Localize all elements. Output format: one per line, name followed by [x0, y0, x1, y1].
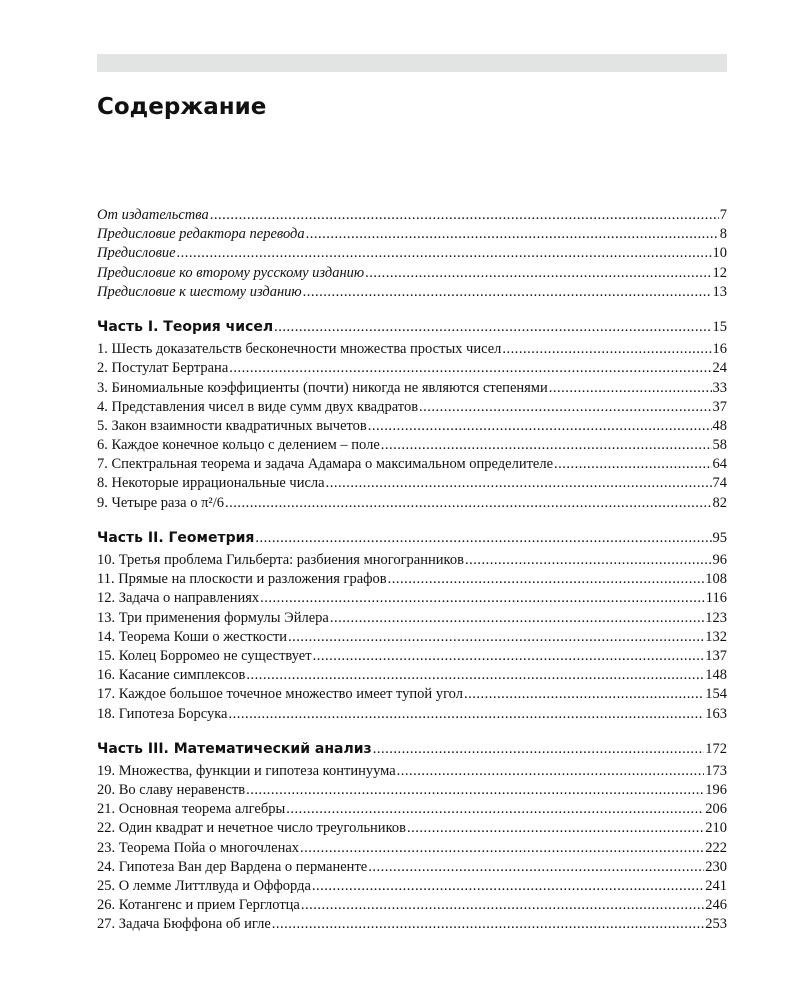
chapter-entry[interactable] — [97, 896, 727, 915]
toc-entry-title: 14. Теорема Коши о жесткости — [97, 628, 288, 645]
toc-page-number: 163 — [705, 705, 727, 722]
toc-entry-title: 11. Прямые на плоскости и разложения графов — [97, 571, 387, 588]
toc-page-number: 132 — [705, 628, 727, 645]
toc-entry-title: 8. Некоторые иррациональные числа — [97, 475, 325, 492]
toc-page-number: 210 — [705, 820, 727, 837]
chapter-entry[interactable] — [97, 685, 727, 704]
chapter-entry[interactable] — [97, 551, 727, 570]
toc-page-number: 16 — [712, 341, 727, 358]
toc-page-number: 15 — [712, 318, 727, 335]
chapter-entry[interactable] — [97, 398, 727, 417]
toc-page-number: 206 — [705, 801, 727, 818]
toc-page-number: 74 — [712, 475, 727, 492]
dot-leader — [246, 666, 704, 685]
toc-entry-title: 6. Каждое конечное кольцо с делением – поле — [97, 437, 380, 454]
dot-leader — [312, 877, 704, 896]
toc-entry-title: 7. Спектральная теорема и задача Адамара о максимальном определителе — [97, 456, 554, 473]
dot-leader — [419, 398, 711, 417]
chapter-entry[interactable] — [97, 474, 727, 493]
front-matter-entry[interactable] — [97, 225, 727, 244]
chapter-entry[interactable] — [97, 455, 727, 474]
toc-page-number: 64 — [712, 456, 727, 473]
toc-page-number: 48 — [712, 417, 727, 434]
toc-page-number: 33 — [712, 379, 727, 396]
toc-entry-title: Часть III. Математический анализ — [97, 740, 372, 757]
toc-page-number: 253 — [705, 916, 727, 933]
dot-leader — [368, 858, 704, 877]
dot-leader — [373, 740, 705, 759]
chapter-entry[interactable] — [97, 340, 727, 359]
dot-leader — [210, 206, 719, 225]
toc-entry-title: 3. Биномиальные коэффициенты (почти) никогда не являются степенями — [97, 379, 548, 396]
toc-entry-title: 26. Котангенс и прием Герглотца — [97, 897, 300, 914]
front-matter-entry[interactable] — [97, 244, 727, 263]
chapter-entry[interactable] — [97, 705, 727, 724]
table-of-contents — [97, 206, 727, 951]
toc-page-number: 241 — [705, 878, 727, 894]
dot-leader — [407, 819, 704, 838]
chapter-entry[interactable] — [97, 858, 727, 877]
dot-leader — [549, 379, 712, 398]
toc-entry-title: Предисловие ко второму русскому изданию — [97, 264, 365, 281]
toc-entry-title: 4. Представления чисел в виде сумм двух квадратов — [97, 398, 419, 415]
chapter-entry[interactable] — [97, 628, 727, 647]
toc-entry-title: 27. Задача Бюффона об игле — [97, 916, 271, 933]
toc-page-number: 24 — [712, 360, 727, 377]
toc-page-number: 154 — [705, 686, 727, 703]
toc-page-number: 58 — [712, 437, 727, 454]
chapter-entry[interactable] — [97, 839, 727, 858]
toc-entry-title: 21. Основная теорема алгебры — [97, 801, 286, 818]
page-title: Содержание — [97, 94, 267, 120]
dot-leader — [381, 436, 712, 455]
toc-entry-title: Часть I. Теория чисел — [97, 318, 274, 335]
dot-leader — [464, 685, 704, 704]
dot-leader — [301, 896, 704, 915]
front-matter-entry[interactable] — [97, 283, 727, 302]
chapter-entry[interactable] — [97, 609, 727, 628]
dot-leader — [255, 529, 711, 548]
dot-leader — [229, 359, 711, 378]
chapter-entry[interactable] — [97, 800, 727, 819]
dot-leader — [465, 551, 712, 570]
dot-leader — [274, 318, 711, 337]
toc-entry-title: 25. О лемме Литтлвуда и Оффорда — [97, 878, 311, 894]
dot-leader — [260, 589, 705, 608]
toc-entry-title: Предисловие редактора перевода — [97, 226, 305, 243]
toc-page-number: 172 — [705, 740, 727, 757]
chapter-entry[interactable] — [97, 570, 727, 589]
toc-page-number: 7 — [719, 207, 727, 223]
part-section — [97, 318, 727, 513]
toc-entry-title: 23. Теорема Пойа о многочленах — [97, 839, 300, 856]
toc-page-number: 95 — [712, 529, 727, 546]
dot-leader — [313, 647, 705, 666]
toc-entry-title: 19. Множества, функции и гипотеза континуума — [97, 762, 396, 779]
toc-entry-title: От издательства — [97, 207, 209, 223]
toc-entry-title: 24. Гипотеза Ван дер Вардена о перманенте — [97, 858, 368, 875]
dot-leader — [330, 609, 704, 628]
toc-page-number: 8 — [719, 226, 727, 243]
toc-entry-title: 10. Третья проблема Гильберта: разбиения многогранников — [97, 552, 464, 568]
toc-page-number: 246 — [705, 897, 727, 914]
toc-page-number: 173 — [705, 762, 727, 779]
part-heading[interactable] — [97, 529, 727, 548]
toc-entry-title: 17. Каждое большое точечное множество имеет тупой угол — [97, 686, 463, 703]
dot-leader — [225, 494, 711, 513]
dot-leader — [177, 244, 712, 263]
dot-leader — [246, 781, 704, 800]
toc-page-number: 82 — [712, 494, 727, 511]
front-matter-section — [97, 206, 727, 302]
chapter-entry[interactable] — [97, 647, 727, 666]
toc-entry-title: 15. Колец Борромео не существует — [97, 647, 312, 664]
dot-leader — [286, 800, 704, 819]
part-section — [97, 740, 727, 935]
dot-leader — [388, 570, 705, 589]
chapter-entry[interactable] — [97, 915, 727, 934]
chapter-entry[interactable] — [97, 379, 727, 398]
chapter-entry[interactable] — [97, 781, 727, 800]
toc-entry-title: 2. Постулат Бертрана — [97, 360, 229, 377]
toc-page-number: 96 — [712, 552, 727, 568]
dot-leader — [303, 283, 712, 302]
toc-page-number: 12 — [712, 264, 727, 281]
parts-container — [97, 318, 727, 935]
toc-entry-title: 16. Касание симплексов — [97, 667, 246, 684]
toc-entry-title: 12. Задача о направлениях — [97, 590, 260, 607]
dot-leader — [365, 264, 711, 283]
chapter-entry[interactable] — [97, 666, 727, 685]
toc-entry-title: Часть II. Геометрия — [97, 529, 255, 546]
toc-page-number: 137 — [705, 647, 727, 664]
dot-leader — [502, 340, 711, 359]
front-matter-entry[interactable] — [97, 264, 727, 283]
chapter-entry[interactable] — [97, 819, 727, 838]
toc-entry-title: 18. Гипотеза Борсука — [97, 705, 228, 722]
toc-entry-title: Предисловие к шестому изданию — [97, 283, 302, 300]
chapter-entry[interactable] — [97, 436, 727, 455]
toc-entry-title: 1. Шесть доказательств бесконечности множества простых чисел — [97, 341, 502, 358]
part-heading[interactable] — [97, 740, 727, 759]
dot-leader — [306, 225, 719, 244]
toc-entry-title: 13. Три применения формулы Эйлера — [97, 609, 329, 626]
toc-page-number: 148 — [705, 667, 727, 684]
toc-page-number: 10 — [712, 245, 727, 262]
dot-leader — [326, 474, 712, 493]
chapter-entry[interactable] — [97, 877, 727, 896]
chapter-entry[interactable] — [97, 359, 727, 378]
toc-entry-title: Предисловие — [97, 245, 176, 262]
front-matter-entry[interactable] — [97, 206, 727, 225]
chapter-entry[interactable] — [97, 417, 727, 436]
toc-page-number: 37 — [712, 398, 727, 415]
chapter-entry[interactable] — [97, 494, 727, 513]
dot-leader — [554, 455, 711, 474]
toc-entry-title: 20. Во славу неравенств — [97, 782, 246, 799]
chapter-entry[interactable] — [97, 762, 727, 781]
chapter-entry[interactable] — [97, 589, 727, 608]
dot-leader — [368, 417, 712, 436]
toc-page-number: 116 — [705, 590, 727, 607]
toc-page-number: 13 — [712, 283, 727, 300]
toc-page-number: 222 — [705, 839, 727, 856]
dot-leader — [228, 705, 704, 724]
dot-leader — [288, 628, 704, 647]
toc-page-number: 108 — [705, 571, 727, 588]
dot-leader — [397, 762, 705, 781]
toc-page-number: 230 — [705, 858, 727, 875]
dot-leader — [272, 915, 704, 934]
toc-entry-title: 9. Четыре раза о π²/6 — [97, 494, 225, 511]
dot-leader — [300, 839, 704, 858]
toc-entry-title: 22. Один квадрат и нечетное число треугольников — [97, 820, 406, 837]
toc-page-number: 123 — [705, 609, 727, 626]
part-section — [97, 529, 727, 724]
header-bar — [97, 54, 727, 72]
part-heading[interactable] — [97, 318, 727, 337]
toc-page-number: 196 — [705, 782, 727, 799]
toc-entry-title: 5. Закон взаимности квадратичных вычетов — [97, 417, 367, 434]
